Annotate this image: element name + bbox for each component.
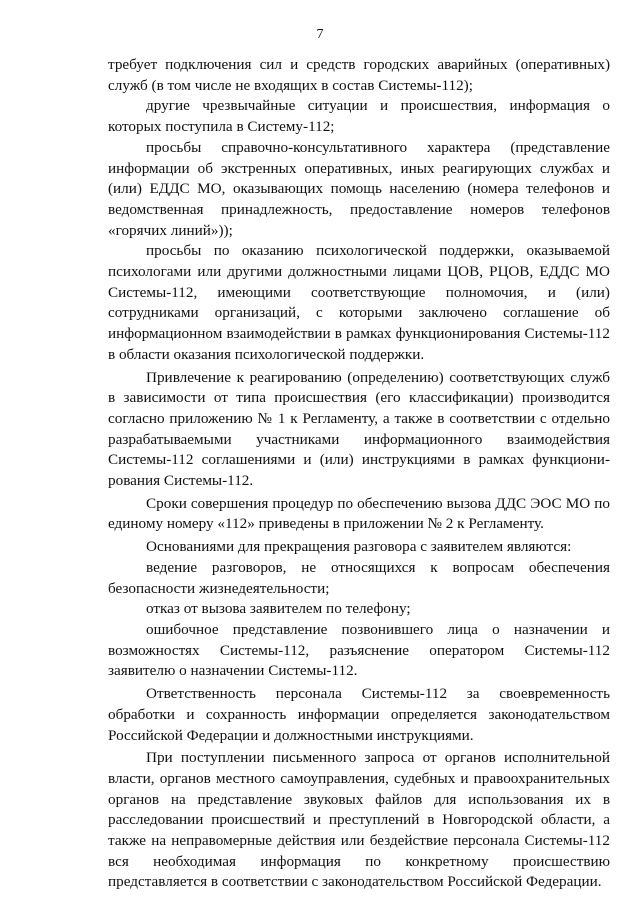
paragraph-11: Ответственность персонала Системы-112 за своевременность обработки и сохранность информации определяется законодательством Российской Федерации и должностными инструкциями. <box>108 685 610 744</box>
paragraph-10: ошибочное представление позвонившего лица о назначении и возможностях Системы-112, разъяснение оператором Системы-112 заявителю о назначении Системы-112. <box>108 620 610 680</box>
paragraph-2: другие чрезвычайные ситуации и происшествия, информация о которых поступила в Систему-112; <box>108 97 610 136</box>
page-number: 7 <box>316 27 324 42</box>
document-body <box>108 55 610 893</box>
paragraph-3: просьбы справочно-консультативного характера (представление информации об экстренных оперативных, иных реагирующих службах и (или) ЕДДС МО, оказывающих помощь населению (номера телефонов и ведомственная принадлежность, предоставление номеров телефонов «горячих линий»)); <box>108 138 610 239</box>
paragraph-8: ведение разговоров, не относящихся к вопросам обеспечения безопасности жизнедеятельности; <box>108 558 610 597</box>
paragraph-1: требует подключения сил и средств городских аварийных (оперативных) служб (в том числе не входящих в состав Системы-112); <box>108 56 610 94</box>
paragraph-12: При поступлении письменного запроса от органов исполнительной власти, органов местного самоуправления, судебных и правоохранительных органов на представление звуковых файлов для использования их в расследовании происшествий и преступлений в Новгородской области, а также на неправомерные действия или бездействие персонала Системы-112 вся необходимая информация по конкретному происшествию представляется в соответствии с законодательством Российской Федерации. <box>108 749 610 891</box>
paragraph-5: Привлечение к реагированию (определению) соответствующих служб в зависимости от типа происшествия (его классификации) производится согласно приложению № 1 к Регламенту, а также в соответствии с отдельно разрабатываемыми участниками информационного взаимодействия Системы-112 соглашениями и (или) инструкциями в рамках функционирования Системы-112. <box>108 368 610 490</box>
paragraph-7: Основаниями для прекращения разговора с заявителем являются: <box>146 538 572 556</box>
paragraph-9: отказ от вызова заявителем по телефону; <box>146 600 411 618</box>
paragraph-4: просьбы по оказанию психологической поддержки, оказываемой психологами или другими должностными лицами ЦОВ, РЦОВ, ЕДДС МО Системы-112, имеющими соответствующие полномочия, и (или) сотрудниками организаций, с которыми заключено соглашение об информационном взаимодействии в рамках функционирования Системы-112 в области оказания психологической поддержки. <box>108 242 610 363</box>
paragraph-6: Сроки совершения процедур по обеспечению вызова ДДС ЭОС МО по единому номеру «112» приведены в приложении № 2 к Регламенту. <box>108 494 610 533</box>
